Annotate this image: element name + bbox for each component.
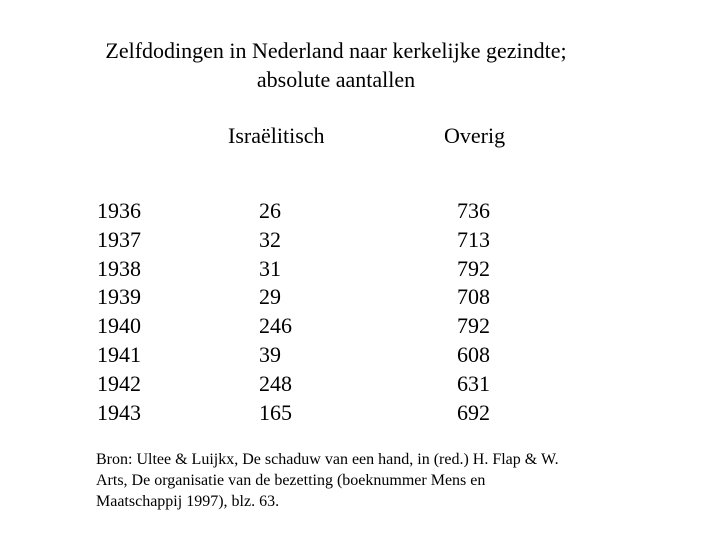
israelitisch-cell: 29: [259, 284, 281, 310]
year-cell: 1940: [97, 313, 141, 339]
year-column: [97, 197, 141, 427]
source-line-1: Bron: Ultee & Luijkx, De schaduw van een hand, in (red.) H. Flap & W.: [96, 451, 559, 468]
israelitisch-cell: 39: [259, 341, 281, 367]
source-line-3: Maatschappij 1997), blz. 63.: [96, 493, 280, 510]
source-line-2: Arts, De organisatie van de bezetting (boeknummer Mens en: [96, 472, 486, 489]
year-cell: 1936: [97, 198, 141, 223]
year-cell: 1937: [97, 226, 141, 252]
year-cell: 1939: [97, 284, 141, 310]
year-cell: 1941: [97, 341, 141, 367]
israelitisch-cell: 26: [259, 198, 281, 223]
israelitisch-cell: 31: [259, 255, 281, 281]
overig-cell: 792: [457, 255, 490, 281]
overig-cell: 736: [457, 198, 490, 223]
column-header-israelitisch: Israëlitisch: [228, 123, 325, 148]
title-line-2: absolute aantallen: [256, 67, 416, 92]
year-cell: 1938: [97, 255, 141, 281]
israelitisch-cell: 32: [259, 226, 281, 252]
overig-cell: 692: [457, 399, 490, 425]
source-citation: [96, 449, 636, 512]
overig-column: [457, 197, 490, 427]
overig-cell: 713: [457, 226, 490, 252]
year-cell: 1942: [97, 370, 141, 396]
israelitisch-cell: 246: [259, 313, 292, 339]
page-title: [0, 36, 672, 94]
overig-cell: 608: [457, 341, 490, 367]
israelitisch-cell: 165: [259, 399, 292, 425]
overig-cell: 708: [457, 284, 490, 310]
title-line-1: Zelfdodingen in Nederland naar kerkelijke gezindte;: [105, 38, 567, 63]
israelitisch-cell: 248: [259, 370, 292, 396]
overig-cell: 631: [457, 370, 490, 396]
year-cell: 1943: [97, 399, 141, 425]
overig-cell: 792: [457, 313, 490, 339]
column-header-overig: Overig: [444, 123, 506, 148]
israelitisch-column: [259, 197, 292, 427]
